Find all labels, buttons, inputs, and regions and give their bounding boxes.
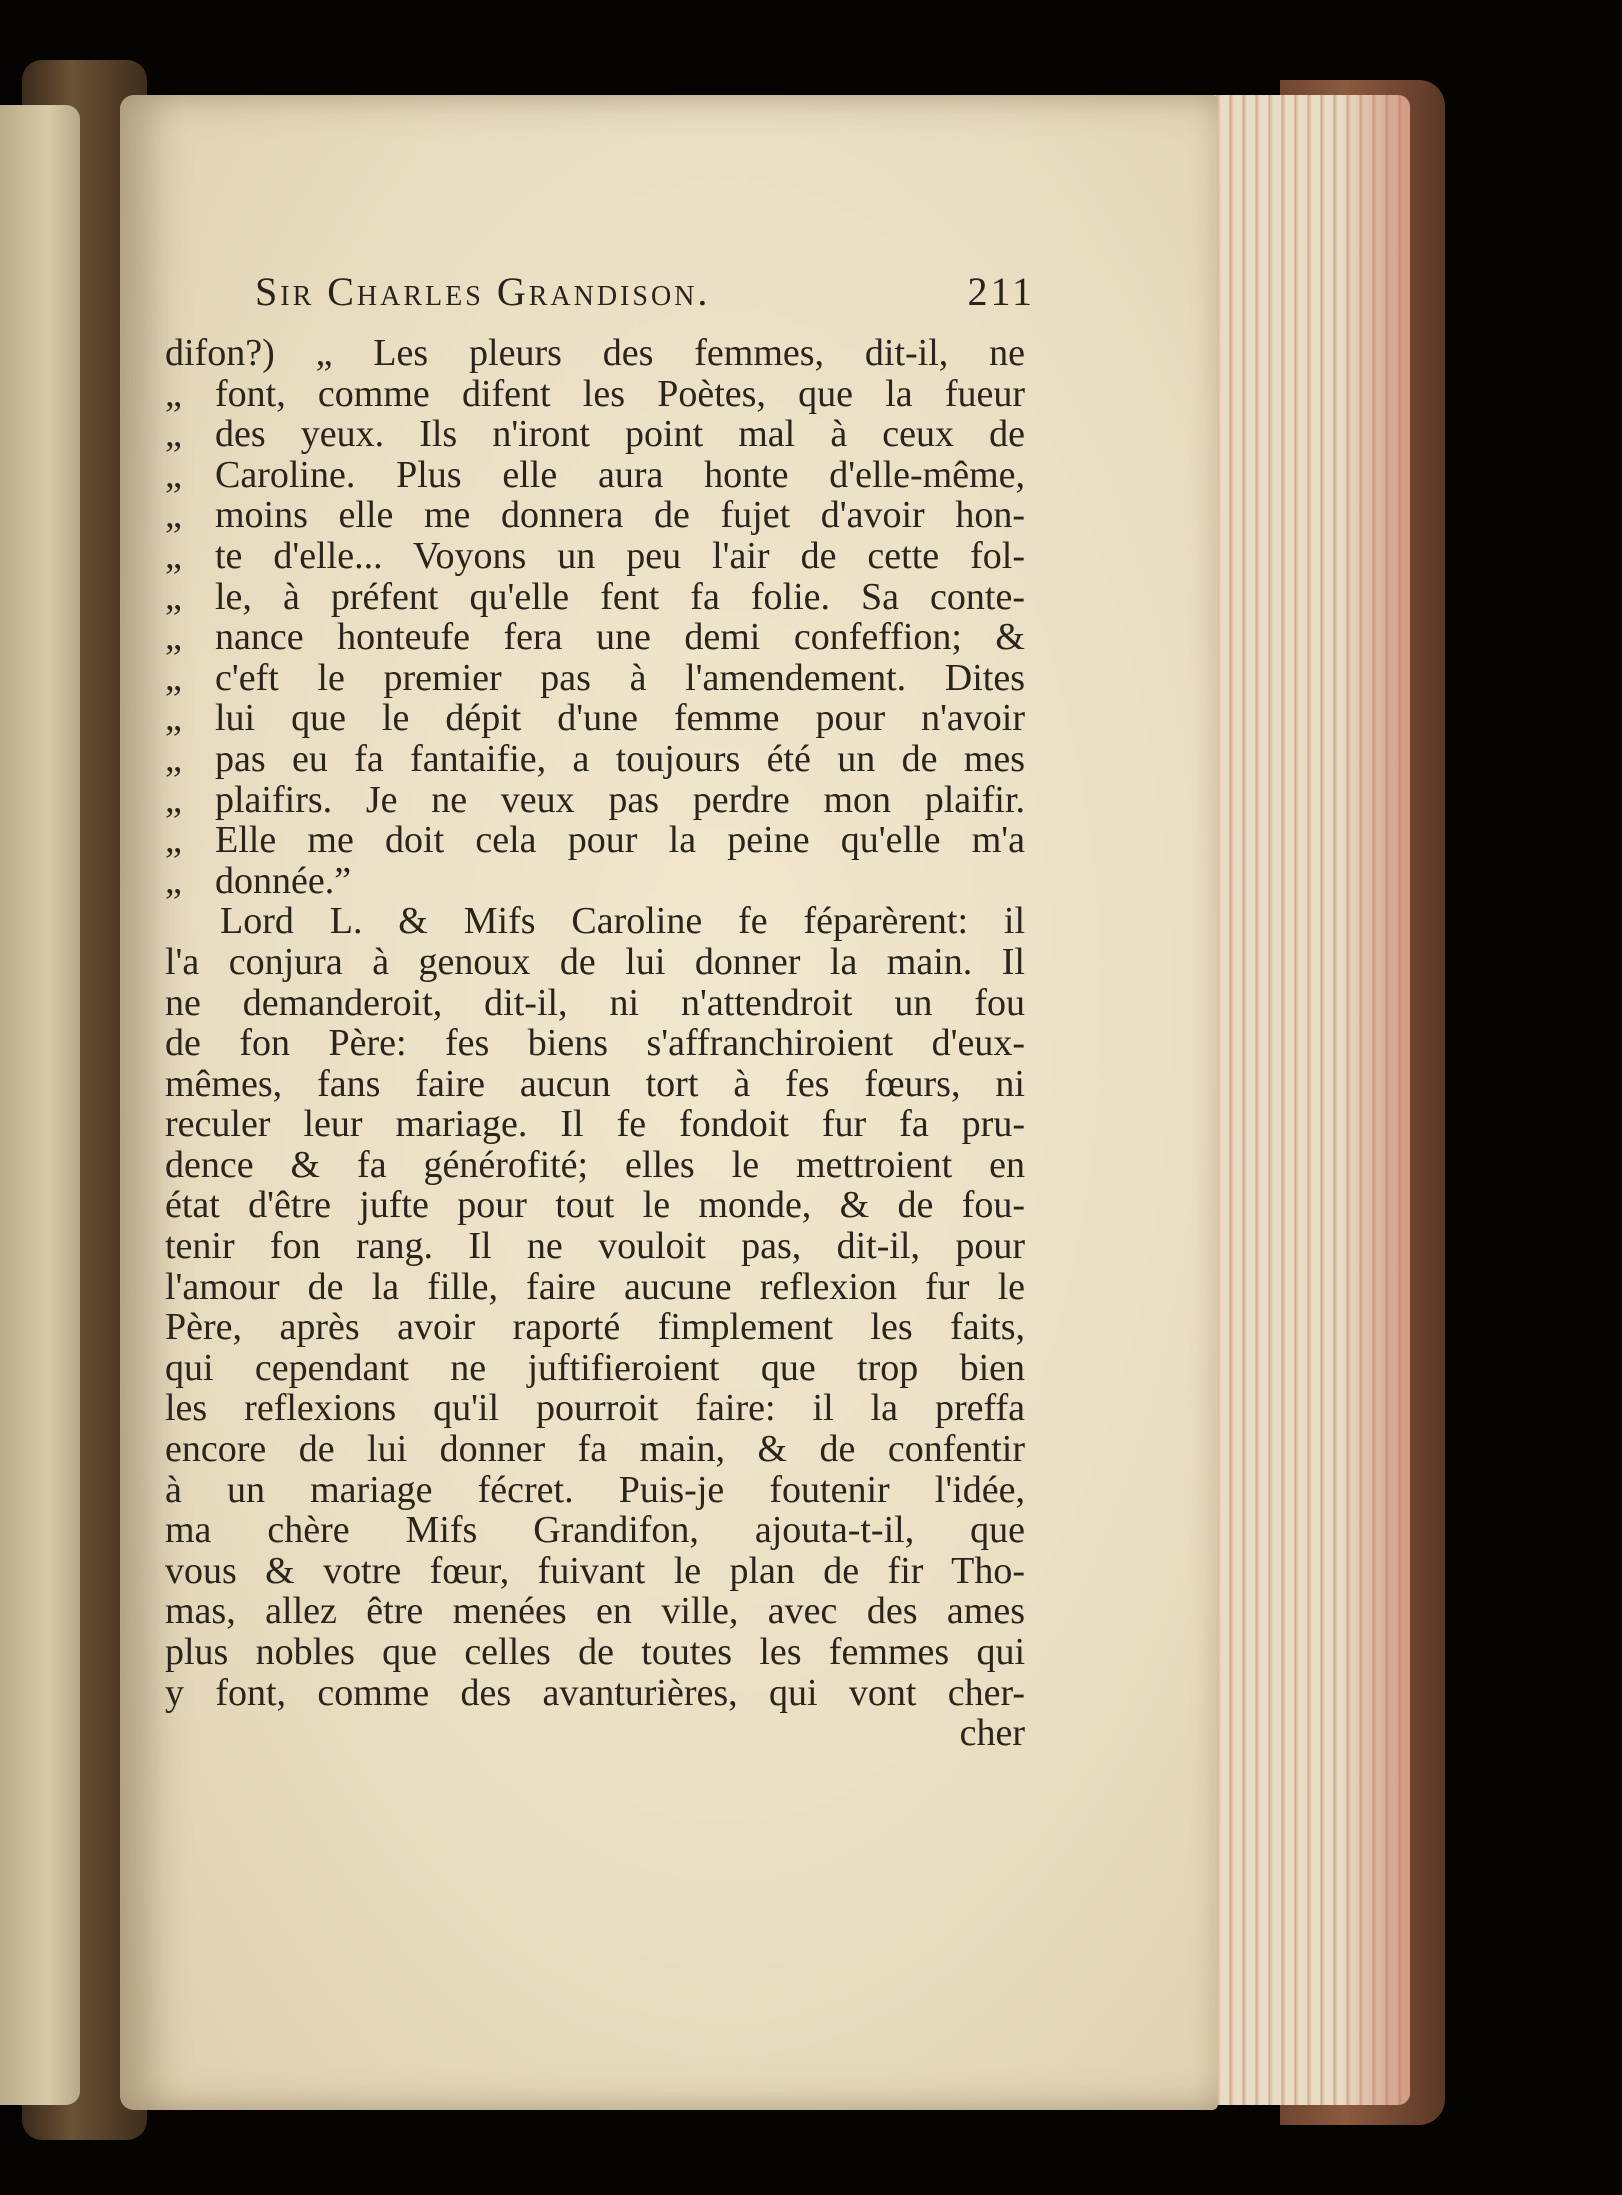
line-text: le, à préfent qu'elle fent fa folie. Sa conte-: [215, 575, 1025, 618]
line-text: encore de lui donner fa main, & de confentir: [165, 1428, 1025, 1471]
line-text: l'amour de la fille, faire aucune reflexion fur le: [165, 1265, 1025, 1308]
text-line: [165, 1023, 1025, 1064]
text-line: [165, 780, 1025, 821]
line-text: les reflexions qu'il pourroit faire: il la preffa: [165, 1387, 1025, 1430]
line-text: te d'elle... Voyons un peu l'air de cette fol-: [215, 534, 1025, 577]
line-text: donnée.”: [215, 859, 352, 902]
text-line: [165, 1307, 1025, 1348]
text-line: [165, 414, 1025, 455]
quote-mark: „: [165, 656, 182, 699]
quote-mark: „: [165, 737, 182, 780]
line-text: Caroline. Plus elle aura honte d'elle-même,: [215, 453, 1025, 496]
line-text: qui cependant ne juftifieroient que trop bien: [165, 1346, 1025, 1389]
line-text: pas eu fa fantaifie, a toujours été un de mes: [215, 737, 1025, 780]
text-line: [165, 739, 1025, 780]
line-text: y font, comme des avanturières, qui vont cher-: [165, 1671, 1025, 1714]
line-text: mêmes, fans faire aucun tort à fes fœurs, ni: [165, 1062, 1025, 1105]
quote-mark: „: [165, 819, 182, 862]
line-text: état d'être jufte pour tout le monde, & de fou-: [165, 1184, 1025, 1227]
line-text: mas, allez être menées en ville, avec des ames: [165, 1590, 1025, 1633]
line-text: de fon Père: fes biens s'affranchiroient d'eux-: [165, 1022, 1025, 1065]
line-text: c'eft le premier pas à l'amendement. Dites: [215, 656, 1025, 699]
quote-mark: „: [165, 616, 182, 659]
line-text: Elle me doit cela pour la peine qu'elle m'a: [215, 819, 1025, 862]
text-line: [165, 1429, 1025, 1470]
text-line: [165, 1673, 1025, 1714]
running-header: [255, 268, 1035, 328]
quote-mark: „: [165, 494, 182, 537]
text-line: [165, 333, 1025, 374]
running-title: Sir Charles Grandison.: [255, 269, 711, 314]
text-line: [165, 1145, 1025, 1186]
page-number: 211: [967, 269, 1035, 314]
text-line: [165, 1064, 1025, 1105]
text-line: [165, 1226, 1025, 1267]
text-line: [165, 901, 1025, 942]
line-text: reculer leur mariage. Il fe fondoit fur fa pru-: [165, 1103, 1025, 1146]
line-text: à un mariage fécret. Puis-je foutenir l'idée,: [165, 1468, 1025, 1511]
line-text: des yeux. Ils n'iront point mal à ceux de: [215, 413, 1025, 456]
quote-mark: „: [165, 778, 182, 821]
quote-mark: „: [165, 859, 182, 902]
quote-mark: „: [165, 372, 182, 415]
line-text: Lord L. & Mifs Caroline fe féparèrent: il: [220, 900, 1025, 943]
line-text: moins elle me donnera de fujet d'avoir hon-: [215, 494, 1025, 537]
line-text: ne demanderoit, dit-il, ni n'attendroit un fou: [165, 981, 1025, 1024]
text-line: [165, 1470, 1025, 1511]
quote-mark: „: [165, 453, 182, 496]
text-line: [165, 1104, 1025, 1145]
catchword-line: [165, 1713, 1025, 1754]
line-text: lui que le dépit d'une femme pour n'avoir: [215, 697, 1025, 740]
text-line: [165, 374, 1025, 415]
text-line: [165, 1348, 1025, 1389]
line-text: difon?) „ Les pleurs des femmes, dit-il, ne: [165, 332, 1025, 374]
page-text-block: [165, 333, 1025, 1754]
text-line: [165, 861, 1025, 902]
quote-mark: „: [165, 534, 182, 577]
line-text: l'a conjura à genoux de lui donner la main. Il: [165, 940, 1025, 983]
text-line: [165, 1388, 1025, 1429]
line-text: nance honteufe fera une demi confeffion; &: [215, 616, 1025, 659]
text-line: [165, 942, 1025, 983]
text-line: [165, 820, 1025, 861]
text-line: [165, 1185, 1025, 1226]
text-line: [165, 536, 1025, 577]
text-line: [165, 455, 1025, 496]
line-text: tenir fon rang. Il ne vouloit pas, dit-il, pour: [165, 1225, 1025, 1268]
text-line: [165, 1551, 1025, 1592]
text-line: [165, 1510, 1025, 1551]
line-text: Père, après avoir raporté fimplement les faits,: [165, 1306, 1025, 1349]
line-text: plaifirs. Je ne veux pas perdre mon plaifir.: [215, 778, 1025, 821]
text-line: [165, 495, 1025, 536]
text-line: [165, 983, 1025, 1024]
line-text: ma chère Mifs Grandifon, ajouta-t-il, que: [165, 1509, 1025, 1552]
text-line: [165, 577, 1025, 618]
left-page-edge: [0, 105, 80, 2105]
quote-mark: „: [165, 697, 182, 740]
catchword: cher: [959, 1712, 1025, 1755]
text-line: [165, 617, 1025, 658]
text-line: [165, 698, 1025, 739]
text-line: [165, 1591, 1025, 1632]
text-line: [165, 1267, 1025, 1308]
text-line: [165, 1632, 1025, 1673]
page-block-edges: [1195, 95, 1410, 2105]
line-text: font, comme difent les Poètes, que la fueur: [215, 372, 1025, 415]
quote-mark: „: [165, 575, 182, 618]
line-text: vous & votre fœur, fuivant le plan de fir Tho-: [165, 1549, 1025, 1592]
text-line: [165, 658, 1025, 699]
line-text: dence & fa générofité; elles le mettroient en: [165, 1143, 1025, 1186]
line-text: plus nobles que celles de toutes les femmes qui: [165, 1631, 1025, 1673]
quote-mark: „: [165, 413, 182, 456]
